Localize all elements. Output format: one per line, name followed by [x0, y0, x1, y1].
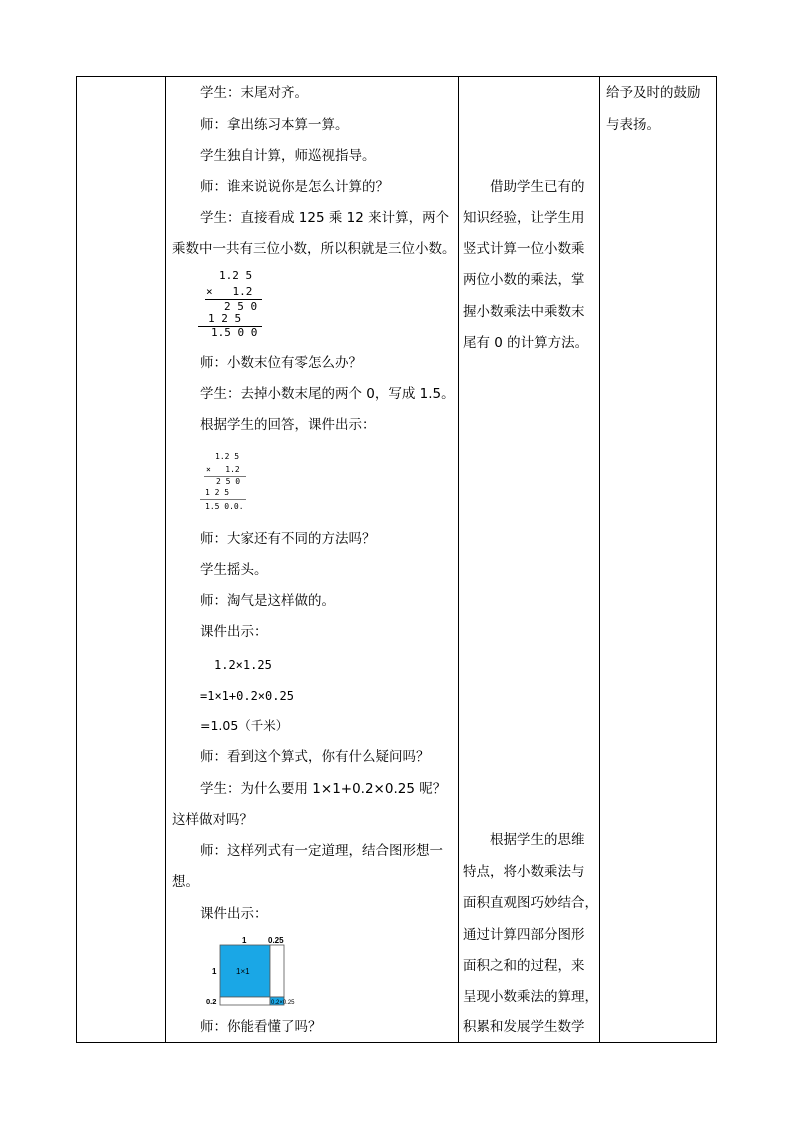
dialogue-line: 师：看到这个算式，你有什么疑问吗？: [200, 749, 430, 765]
intent-line: 通过计算四部分图形: [463, 927, 585, 943]
left-label-2: 0.2: [206, 997, 217, 1006]
dialogue-line: 根据学生的回答，课件出示：: [200, 417, 376, 433]
intent-line: 根据学生的思维: [490, 832, 585, 848]
calc-row: 2 5 0: [216, 477, 241, 486]
intent-line: 握小数乘法中乘数末: [463, 304, 585, 320]
intent-line: 面积直观图巧妙结合，: [463, 895, 598, 911]
dialogue-line: 师：这样列式有一定道理，结合图形想一: [200, 843, 443, 859]
small-cell-label: 0.2×0.25: [271, 1000, 295, 1006]
equation-line: 1.2×1.25: [214, 658, 272, 672]
dialogue-line: 学生：为什么要用 1×1+0.2×0.25 呢？: [200, 781, 447, 797]
dialogue-line: 师：拿出练习本算一算。: [200, 117, 349, 133]
top-label-2: 0.25: [268, 936, 284, 945]
calc-row: 1.2 5: [215, 452, 240, 461]
left-label-1: 1: [212, 967, 217, 976]
calc-row: 1 2 5: [205, 488, 230, 497]
dialogue-line: 师：你能看懂了吗？: [200, 1019, 322, 1035]
equation-line: =1×1+0.2×0.25: [200, 689, 294, 703]
top-label-1: 1: [242, 936, 247, 945]
main-cell-label: 1×1: [236, 967, 250, 976]
dialogue-line: 学生：末尾对齐。: [200, 85, 308, 101]
intent-line: 面积之和的过程，来: [463, 958, 585, 974]
calc-line: [200, 499, 246, 500]
bottom-strip: [220, 997, 270, 1005]
intent-line: 呈现小数乘法的算理，: [463, 989, 598, 1005]
dialogue-line: 乘数中一共有三位小数，所以积就是三位小数。: [172, 241, 456, 257]
column-divider: [458, 77, 459, 1042]
intent-line: 知识经验，让学生用: [463, 210, 585, 226]
calc-row: 2 5 0: [224, 300, 258, 313]
evaluation-line: 给予及时的鼓励: [606, 85, 701, 101]
evaluation-line: 与表扬。: [606, 117, 660, 133]
dialogue-line: 这样做对吗？: [172, 812, 253, 828]
calc-row: 1 2 5: [208, 312, 242, 325]
calc-row: × 1.2: [206, 465, 240, 474]
dialogue-line: 师：小数末位有零怎么办？: [200, 355, 362, 371]
calc-row: 1.5 0.0.: [205, 502, 244, 511]
area-diagram: [200, 933, 310, 1009]
intent-line: 尾有 0 的计算方法。: [463, 335, 589, 351]
intent-line: 两位小数的乘法，掌: [463, 272, 585, 288]
intent-line: 积累和发展学生数学: [463, 1019, 585, 1035]
dialogue-line: 课件出示：: [200, 624, 268, 640]
calc-row: 1.5 0 0: [211, 326, 258, 339]
dialogue-line: 学生独自计算，师巡视指导。: [200, 148, 376, 164]
dialogue-line: 师：大家还有不同的方法吗？: [200, 531, 376, 547]
intent-line: 特点，将小数乘法与: [463, 864, 585, 880]
dialogue-line: 师：谁来说说你是怎么计算的？: [200, 179, 389, 195]
dialogue-line: 学生摇头。: [200, 562, 268, 578]
calc-row: × 1.2: [206, 285, 253, 298]
intent-line: 借助学生已有的: [490, 179, 585, 195]
column-divider: [165, 77, 166, 1042]
right-strip: [270, 945, 284, 997]
dialogue-line: 课件出示：: [200, 906, 268, 922]
dialogue-line: 想。: [172, 874, 199, 890]
intent-line: 竖式计算一位小数乘: [463, 241, 585, 257]
dialogue-line: 师：淘气是这样做的。: [200, 593, 335, 609]
column-divider: [599, 77, 600, 1042]
calc-row: 1.2 5: [219, 269, 253, 282]
equation-line: =1.05（千米）: [200, 718, 289, 733]
dialogue-line: 学生：直接看成 125 乘 12 来计算，两个: [200, 210, 450, 226]
dialogue-line: 学生：去掉小数末尾的两个 0，写成 1.5。: [200, 386, 455, 402]
